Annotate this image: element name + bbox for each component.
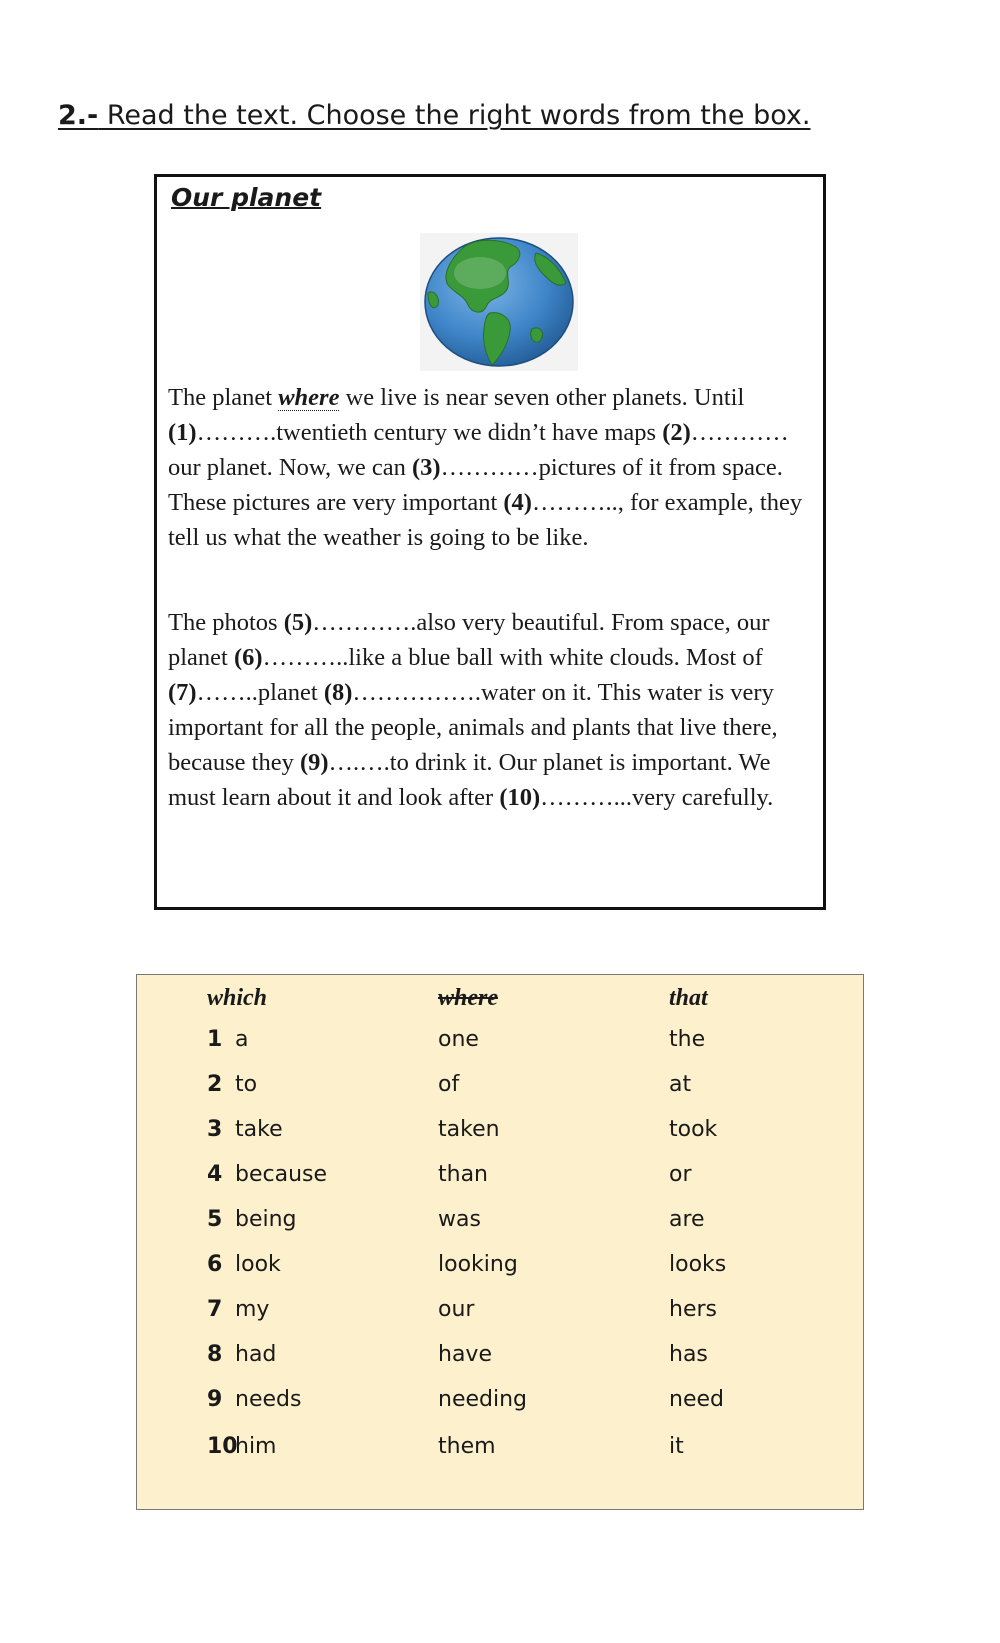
option-b[interactable]: of (438, 1072, 460, 1097)
word-box-header-where: where (438, 985, 498, 1011)
option-c[interactable]: looks (669, 1252, 727, 1277)
word-box (136, 974, 864, 1510)
option-c[interactable]: has (669, 1342, 708, 1367)
row-number: 6 (207, 1252, 223, 1277)
gap-2: (2) (662, 419, 691, 446)
exercise-instruction: Read the text. Choose the right words from the box. (98, 100, 811, 131)
gap-10: (10) (499, 784, 541, 811)
story-box (154, 174, 826, 910)
row-number: 5 (207, 1207, 223, 1232)
option-b[interactable]: one (438, 1027, 479, 1052)
option-a[interactable]: had (235, 1342, 277, 1367)
option-b[interactable]: than (438, 1162, 488, 1187)
word-option-row (137, 1207, 863, 1247)
gap-8: (8) (323, 679, 353, 706)
word-box-header-that: that (669, 985, 708, 1011)
option-b[interactable]: needing (438, 1387, 527, 1412)
row-number: 2 (207, 1072, 223, 1097)
word-option-row (137, 1117, 863, 1157)
story-title: Our planet (171, 183, 322, 212)
gap-1: (1) (168, 419, 197, 446)
option-c[interactable]: or (669, 1162, 692, 1187)
word-box-header-which: which (207, 985, 268, 1011)
option-c[interactable]: it (669, 1434, 684, 1459)
option-a[interactable]: take (235, 1117, 283, 1142)
word-option-row (137, 1072, 863, 1112)
option-a[interactable]: because (235, 1162, 328, 1187)
row-number: 8 (207, 1342, 223, 1367)
word-option-row (137, 1434, 863, 1474)
word-option-row (137, 1342, 863, 1382)
exercise-heading (58, 100, 811, 131)
option-b[interactable]: looking (438, 1252, 518, 1277)
option-b[interactable]: was (438, 1207, 481, 1232)
exercise-number: 2.- (58, 100, 99, 131)
option-c[interactable]: are (669, 1207, 705, 1232)
gap-7: (7) (168, 679, 197, 706)
option-b[interactable]: have (438, 1342, 492, 1367)
option-c[interactable]: need (669, 1387, 724, 1412)
word-option-row (137, 1297, 863, 1337)
gap-3: (3) (412, 454, 441, 481)
row-number: 4 (207, 1162, 223, 1187)
option-c[interactable]: took (669, 1117, 718, 1142)
gap-6: (6) (234, 644, 263, 671)
option-c[interactable]: at (669, 1072, 692, 1097)
row-number: 9 (207, 1387, 223, 1412)
story-paragraph-1: The planet where we live is near seven other planets. Until (1)……….twentieth century we didn’t have maps (2)…………our planet. Now, we can (3)…………pictures of it from space. These pictures are very important (4)……….., for example, they tell us what the weather is going to be like. (168, 384, 803, 551)
row-number: 7 (207, 1297, 223, 1322)
row-number: 10 (207, 1434, 238, 1459)
gap-9: (9) (299, 749, 329, 776)
gap-4: (4) (503, 489, 532, 516)
word-option-row (137, 1027, 863, 1067)
example-answer: where (278, 384, 340, 411)
option-c[interactable]: hers (669, 1297, 717, 1322)
word-option-row (137, 1252, 863, 1292)
option-c[interactable]: the (669, 1027, 706, 1052)
option-b[interactable]: our (438, 1297, 475, 1322)
option-a[interactable]: look (235, 1252, 281, 1277)
option-a[interactable]: being (235, 1207, 297, 1232)
option-a[interactable]: a (235, 1027, 249, 1052)
row-number: 3 (207, 1117, 223, 1142)
word-option-row (137, 1162, 863, 1202)
option-a[interactable]: to (235, 1072, 258, 1097)
earth-globe-icon (420, 233, 578, 371)
story-paragraph-2: The photos (5)………….also very beautiful. From space, our planet (6)………..like a blue ball with white clouds. Most of (7)……..planet (8)…………….water on it. This water is very important for all the people, animals and plants that live there, because they (9)….….to drink it. Our planet is important. We must learn about it and look after (10)………...very carefully. (168, 609, 778, 811)
word-option-row (137, 1387, 863, 1427)
option-a[interactable]: my (235, 1297, 270, 1322)
row-number: 1 (207, 1027, 223, 1052)
option-a[interactable]: him (235, 1434, 277, 1459)
option-b[interactable]: taken (438, 1117, 500, 1142)
option-b[interactable]: them (438, 1434, 496, 1459)
gap-5: (5) (283, 609, 313, 636)
option-a[interactable]: needs (235, 1387, 302, 1412)
